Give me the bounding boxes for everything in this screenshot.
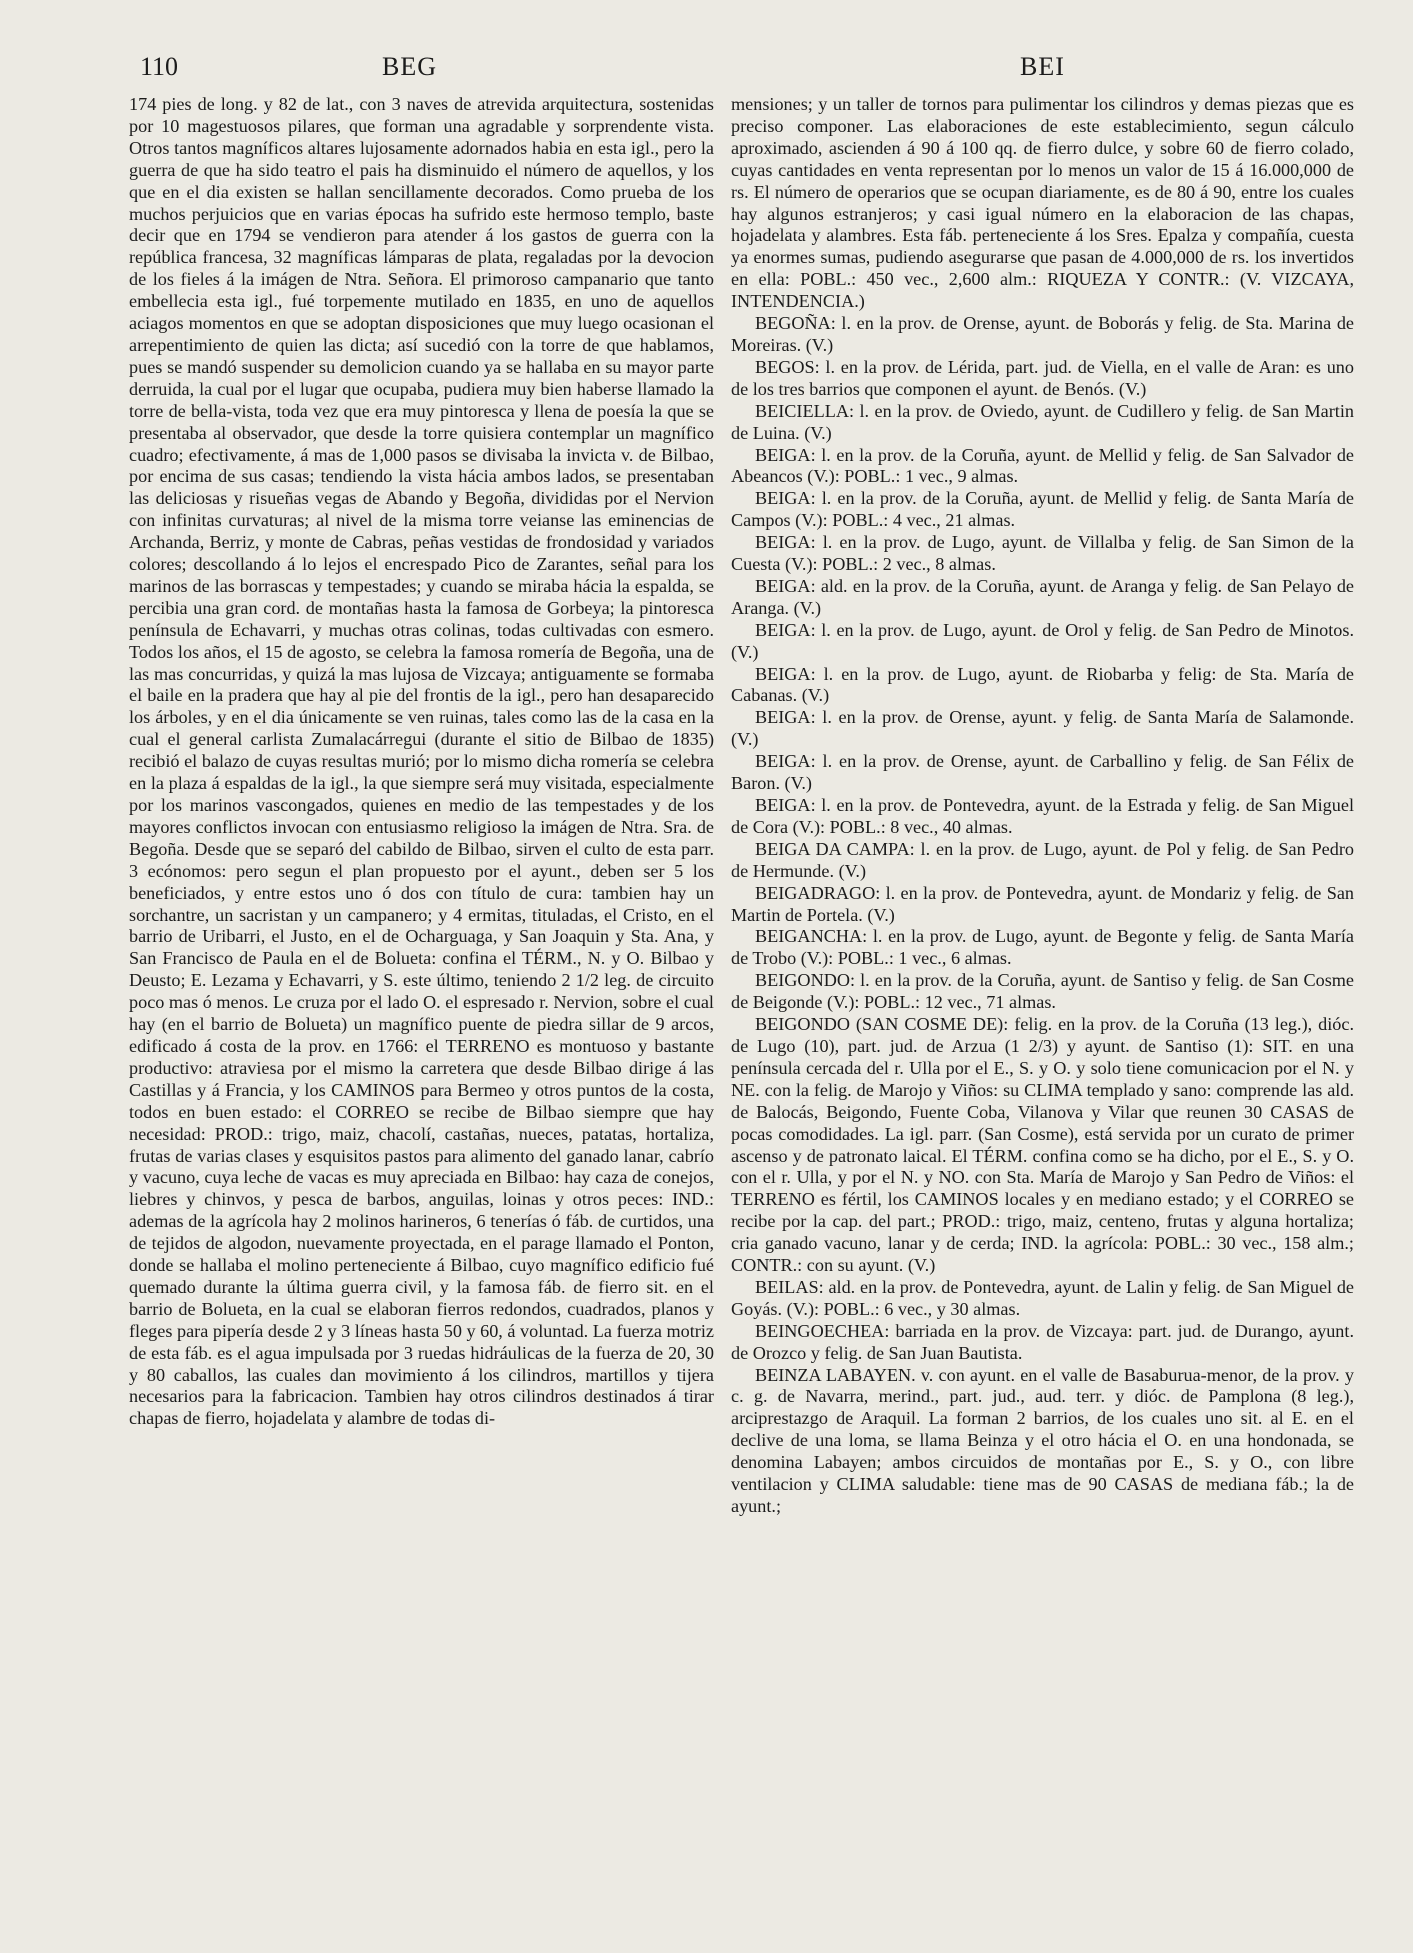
entry-paragraph: BEGOÑA: l. en la prov. de Orense, ayunt. de Boborás y felig. de Sta. Marina de Moreiras. (V.) [731, 313, 1354, 355]
page-header [140, 52, 1360, 88]
entry-paragraph: BEGOS: l. en la prov. de Lérida, part. jud. de Viella, en el valle de Aran: es uno de los tres barrios que componen el ayunt. de Benós. (V.) [731, 356, 1354, 399]
left-running-head: BEG [382, 52, 437, 81]
entry-paragraph: BEIGANCHA: l. en la prov. de Lugo, ayunt. de Begonte y felig. de Santa María de Trobo (V.): POBL.: 1 vec., 6 almas. [731, 926, 1354, 969]
entry-paragraph: BEIGA: l. en la prov. de Pontevedra, ayunt. de la Estrada y felig. de San Miguel de Cora (V.): POBL.: 8 vec., 40 almas. [731, 795, 1354, 837]
entry-paragraph: BEIGA: l. en la prov. de la Coruña, ayunt. de Mellid y felig. de Santa María de Campos (V.): POBL.: 4 vec., 21 almas. [731, 488, 1354, 531]
right-running-head: BEI [1020, 52, 1065, 81]
entry-paragraph: BEICIELLA: l. en la prov. de Oviedo, ayunt. de Cudillero y felig. de San Martin de Luina. (V.) [731, 400, 1354, 443]
entry-paragraph: BEINGOECHEA: barriada en la prov. de Vizcaya: part. jud. de Durango, ayunt. de Orozco y felig. de San Juan Bautista. [731, 1320, 1354, 1363]
entry-paragraph: BEINZA LABAYEN. v. con ayunt. en el valle de Basaburua-menor, de la prov. y c. g. de Navarra, merind., part. jud., aud. terr. y dióc. de Pamplona (8 leg.), arciprestazgo de Araquil. La forman 2 barrios, de los cuales uno sit. al E. en el declive de una loma, se llama Beinza y el otro hácia el O. en una hondonada, se denomina Labayen; ambos circuidos de montañas por E., S. y O., con libre ventilacion y CLIMA saludable: tiene mas de 90 CASAS de mediana fáb.; la de ayunt.; [731, 1364, 1354, 1516]
entry-paragraph: BEILAS: ald. en la prov. de Pontevedra, ayunt. de Lalin y felig. de San Miguel de Goyás. (V.): POBL.: 6 vec., y 30 almas. [731, 1276, 1354, 1319]
page-number: 110 [140, 52, 179, 81]
left-column [129, 94, 714, 1934]
entry-paragraph: BEIGA: l. en la prov. de Lugo, ayunt. de Villalba y felig. de San Simon de la Cuesta (V.): POBL.: 2 vec., 8 almas. [731, 532, 1354, 575]
entry-paragraph: BEIGA: l. en la prov. de Orense, ayunt. de Carballino y felig. de San Félix de Baron. (V.) [731, 751, 1354, 794]
right-column [731, 94, 1354, 1934]
entry-paragraph: BEIGA: l. en la prov. de la Coruña, ayunt. de Mellid y felig. de San Salvador de Abeancos (V.): POBL.: 1 vec., 9 almas. [731, 444, 1354, 487]
entry-paragraph: BEIGONDO: l. en la prov. de la Coruña, ayunt. de Santiso y felig. de San Cosme de Beigonde (V.): POBL.: 12 vec., 71 almas. [731, 970, 1354, 1013]
entry-paragraph: BEIGA: l. en la prov. de Lugo, ayunt. de Orol y felig. de San Pedro de Minotos. (V.) [731, 619, 1354, 662]
entry-paragraph: BEIGONDO (SAN COSME DE): felig. en la prov. de la Coruña (13 leg.), dióc. de Lugo (10), part. jud. de Arzua (1 2/3) y ayunt. de Santiso (1): SIT. en una península cercada del r. Ulla por el E., S. y O. y solo tiene comunicacion por el N. y NE. con la felig. de Marojo y Viños: su CLIMA templado y sano: comprende las ald. de Balocás, Beigondo, Fuente Coba, Vilanova y Vilar que reunen 30 CASAS de pocas comodidades. La igl. parr. (San Cosme), está servida por un curato de primer ascenso y de patronato laical. El TÉRM. confina como se ha dicho, por el E., S. y O. con el r. Ulla, y por el N. y NO. con Sta. María de Marojo y San Pedro de Viños: el TERRENO es fértil, los CAMINOS locales y en mediano estado; y el CORREO se recibe por la cap. del part.; PROD.: trigo, maiz, centeno, frutas y alguna hortaliza; cria ganado vacuno, lanar y de cerda; IND. la agrícola: POBL.: 30 vec., 158 alm.; CONTR.: con su ayunt. (V.) [731, 1014, 1354, 1276]
entry-paragraph: BEIGA: l. en la prov. de Lugo, ayunt. de Riobarba y felig: de Sta. María de Cabanas. (V.) [731, 663, 1354, 706]
entry-paragraph: BEIGA: l. en la prov. de Orense, ayunt. y felig. de Santa María de Salamonde. (V.) [731, 707, 1354, 750]
entry-paragraph: BEIGA: ald. en la prov. de la Coruña, ayunt. de Aranga y felig. de San Pelayo de Aranga. (V.) [731, 575, 1354, 618]
entry-paragraph: BEIGA DA CAMPA: l. en la prov. de Lugo, ayunt. de Pol y felig. de San Pedro de Hermunde. (V.) [731, 838, 1354, 881]
entry-paragraph: BEIGADRAGO: l. en la prov. de Pontevedra, ayunt. de Mondariz y felig. de San Martin de Portela. (V.) [731, 882, 1354, 925]
entry-paragraph: mensiones; y un taller de tornos para pulimentar los cilindros y demas piezas que es preciso componer. Las elaboraciones de este establecimiento, segun cálculo aproximado, ascienden á 90 á 100 qq. de fierro dulce, y sobre 60 de fierro colado, cuyas cantidades en venta representan por lo menos un valor de 15 á 16.000,000 de rs. El número de operarios que se ocupan diariamente, es de 80 á 90, entre los cuales hay algunos estranjeros; y casi igual número en la elaboracion de las chapas, hojadelata y alambres. Esta fáb. perteneciente á los Sres. Epalza y compañía, cuesta ya enormes sumas, pudiendo asegurarse que pasan de 4.000,000 de rs. los invertidos en ella: POBL.: 450 vec., 2,600 alm.: RIQUEZA Y CONTR.: (V. VIZCAYA, INTENDENCIA.) [731, 94, 1354, 312]
entry-paragraph: 174 pies de long. y 82 de lat., con 3 naves de atrevida arquitectura, sostenidas por 10 magestuosos pilares, que forman una agradable y sorprendente vista. Otros tantos magníficos altares lujosamente adornados habia en esta igl., pero la guerra de que ha sido teatro el pais ha disminuido el número de aquellos, y los que en el dia existen se hallan sencillamente decorados. Como prueba de los muchos perjuicios que en varias épocas ha sufrido este hermoso templo, baste decir que en 1794 se vendieron para atender á los gastos de guerra con la república francesa, 32 magníficas lámparas de plata, regaladas por la devocion de los fieles á la imágen de Ntra. Señora. El primoroso campanario que tanto embellecia esta igl., fué torpemente mutilado en 1835, en uno de aquellos aciagos momentos en que se adoptan disposiciones que muy luego ocasionan el arrepentimiento de quien las dicta; así sucedió con la torre de que hablamos, pues se mandó suspender su demolicion cuando ya se hallaba en su mayor parte derruida, la cual por el lugar que ocupaba, pudiera muy bien haberse llamado la torre de bella-vista, toda vez que era muy pintoresca y llena de poesía la que se presentaba al observador, que desde la torre quisiera contemplar un magnífico cuadro; efectivamente, á mas de 1,000 pasos se divisaba la invicta v. de Bilbao, por encima de sus casas; tendiendo la vista hácia ambos lados, se presentaban las deliciosas y risueñas vegas de Abando y Begoña, divididas por el Nervion con infinitas curvaturas; al nivel de la misma torre veianse las eminencias de Archanda, Berriz, y monte de Cabras, peñas vestidas de frondosidad y variados colores; descollando á lo lejos el encrespado Pico de Zarantes, señal para los marinos de las borrascas y tempestades; y cuando se miraba hácia la espalda, se percibia una gran cord. de montañas hasta la famosa de Gorbeya; la pintoresca península de Echavarri, y muchas otras colinas, todas cultivadas con esmero. Todos los años, el 15 de agosto, se celebra la famosa romería de Begoña, una de las mas concurridas, y quizá la mas lujosa de Vizcaya; antiguamente se formaba el baile en la pradera que hay al pie del frontis de la igl., pero han desaparecido los árboles, y en el dia únicamente se ven ruinas, tales como las de la casa en la cual el general carlista Zumalacárregui (durante el sitio de Bilbao de 1835) recibió el balazo de cuyas resultas murió; por lo mismo dicha romería se celebra en la plaza á espaldas de la igl., la que siempre será muy visitada, especialmente por los marinos vascongados, quienes en medio de las tempestades y de los mayores conflictos invocan con entusiasmo religioso la imágen de Ntra. Sra. de Begoña. Desde que se separó del cabildo de Bilbao, sirven el culto de esta parr. 3 ecónomos: pero segun el plan propuesto por el ayunt., deben ser 5 los beneficiados, y entre estos uno ó dos con título de cura: tambien hay un sorchantre, un sacristan y un campanero; y 4 ermitas, tituladas, el Cristo, en el barrio de Uribarri, el Justo, en el de Ocharguaga, y San Joaquin y Sta. Ana, y San Francisco de Paula en el de Bolueta: confina el TÉRM., N. y O. Bilbao y Deusto; E. Lezama y Echavarri, y S. este último, teniendo 2 1/2 leg. de circuito poco mas ó menos. Le cruza por el lado O. el espresado r. Nervion, sobre el cual hay (en el barrio de Bolueta) un magnífico puente de piedra sillar de 9 arcos, edificado á costa de la prov. en 1766: el TERRENO es montuoso y bastante productivo: atraviesa por el mismo la carretera que desde Bilbao dirige á las Castillas y á Francia, y los CAMINOS para Bermeo y otros puntos de la costa, todos en buen estado: el CORREO se recibe de Bilbao siempre que hay necesidad: PROD.: trigo, maiz, chacolí, castañas, nueces, patatas, hortaliza, frutas de varias clases y esquisitos pastos para alimento del ganado lanar, cabrío y vacuno, cuya leche de vacas es muy apreciada en Bilbao: hay caza de conejos, liebres y chinvos, y pesca de barbos, anguilas, loinas y otros peces: IND.: ademas de la agrícola hay 2 molinos harineros, 6 tenerías ó fáb. de curtidos, una de tejidos de algodon, nuevamente proyectada, en el parage llamado el Ponton, donde se hallaba el molino perteneciente á Bilbao, cuyo magnífico edificio fué quemado durante la última guerra civil, y la famosa fáb. de fierro sit. en el barrio de Bolueta, en la cual se elaboran fierros redondos, cuadrados, planos y fleges para pipería desde 2 y 3 líneas hasta 50 y 60, á voluntad. La fuerza motriz de esta fáb. es el agua impulsada por 3 ruedas hidráulicas de la fuerza de 20, 30 y 80 caballos, las cuales dan movimiento á los cilindros, martillos y tijera necesarios para la fabricacion. Tambien hay otros cilindros destinados á tirar chapas de fierro, hojadelata y alambre de todas di- [129, 94, 714, 1429]
